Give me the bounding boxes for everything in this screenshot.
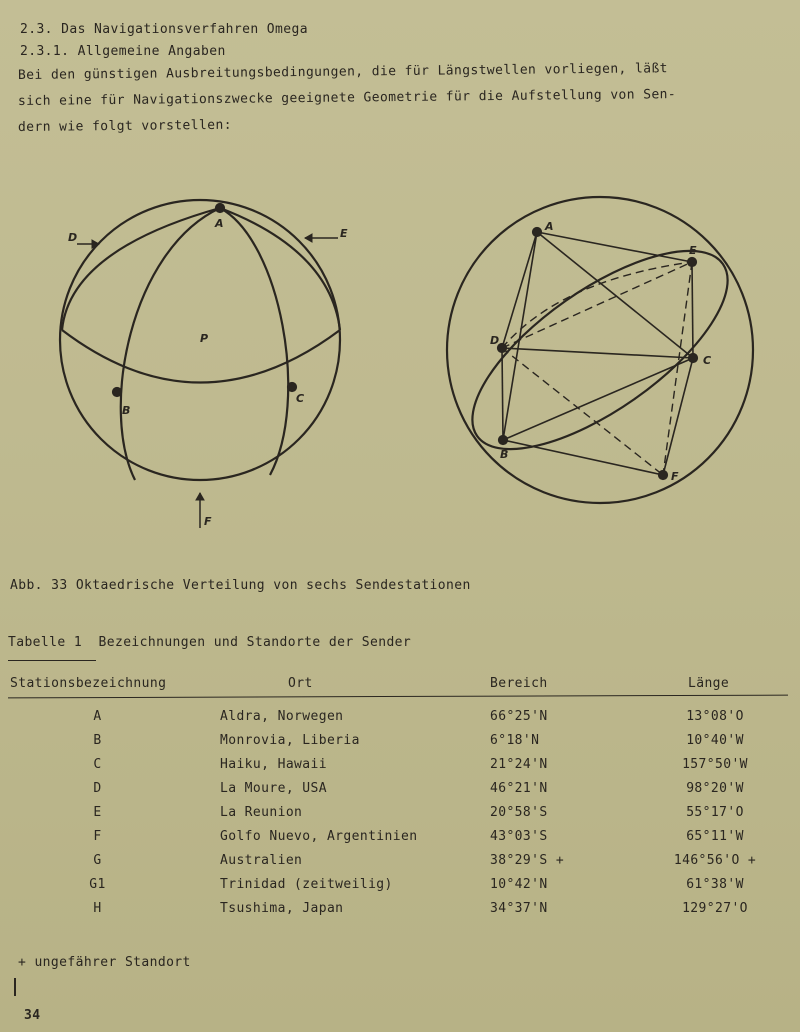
label-E-left: E: [340, 227, 348, 240]
section-heading: 2.3. Das Navigationsverfahren Omega: [20, 22, 308, 37]
bereich-cell: 43°03'S: [490, 828, 548, 844]
ort-cell: Aldra, Norwegen: [220, 708, 344, 724]
bereich-cell: 66°25'N: [490, 708, 548, 724]
label-A-right: A: [545, 220, 554, 233]
label-F-right: F: [671, 470, 679, 483]
header-rule: [8, 695, 788, 699]
label-F-left: F: [204, 515, 212, 528]
laenge-cell: 98°20'W: [686, 780, 744, 796]
table-row: [0, 800, 800, 824]
label-P-left: P: [200, 332, 209, 345]
bereich-cell: 34°37'N: [490, 900, 548, 916]
laenge-cell: 65°11'W: [686, 828, 744, 844]
station-cell: G1: [89, 876, 106, 892]
ort-cell: La Reunion: [220, 804, 303, 820]
station-cell: A: [93, 708, 102, 724]
label-B-right: B: [500, 448, 509, 461]
bereich-cell: 46°21'N: [490, 780, 548, 796]
ort-cell: Australien: [220, 852, 303, 868]
label-C-left: C: [296, 392, 305, 405]
station-cell: H: [93, 900, 102, 916]
laenge-cell: 61°38'W: [686, 876, 744, 892]
ort-cell: Trinidad (zeitweilig): [220, 876, 393, 892]
table-row: [0, 752, 800, 776]
bereich-cell: 6°18'N: [490, 732, 540, 748]
laenge-cell: 13°08'O: [686, 708, 744, 724]
label-D-right: D: [490, 334, 500, 347]
ort-cell: La Moure, USA: [220, 780, 327, 796]
station-cell: E: [93, 804, 102, 820]
right-sphere-diagram: [443, 197, 758, 503]
bereich-cell: 10°42'N: [490, 876, 548, 892]
label-E-right: E: [689, 244, 697, 257]
table-row: [0, 728, 800, 752]
laenge-cell: 55°17'O: [686, 804, 744, 820]
page-number: 34: [24, 1008, 41, 1023]
left-sphere-diagram: [60, 200, 340, 528]
station-cell: F: [93, 828, 102, 844]
laenge-cell: 157°50'W: [682, 756, 748, 772]
laenge-cell: 146°56'O +: [673, 852, 757, 868]
label-B-left: B: [122, 404, 131, 417]
bereich-cell: 20°58'S: [490, 804, 548, 820]
table-row: [0, 848, 800, 872]
subsection-heading: 2.3.1. Allgemeine Angaben: [20, 44, 226, 59]
station-cell: G: [93, 852, 102, 868]
bereich-cell: 38°29'S +: [490, 852, 565, 868]
laenge-cell: 129°27'O: [682, 900, 748, 916]
table-row: [0, 776, 800, 800]
label-C-right: C: [703, 354, 712, 367]
ort-cell: Golfo Nuevo, Argentinien: [220, 828, 418, 844]
paragraph-line-2: sich eine für Navigationszwecke geeignete Geometrie für die Aufstellung von Sen-: [17, 87, 677, 109]
label-A-left: A: [215, 217, 224, 230]
bereich-cell: 21°24'N: [490, 756, 548, 772]
col-header-laenge: Länge: [688, 676, 730, 691]
table-title-label: Tabelle 1: [8, 635, 83, 650]
table-title: [8, 635, 411, 650]
table-row: [0, 872, 800, 896]
paragraph-line-3: dern wie folgt vorstellen:: [17, 117, 232, 135]
ort-cell: Monrovia, Liberia: [220, 732, 360, 748]
footnote: + ungefährer Standort: [18, 955, 191, 970]
ort-cell: Tsushima, Japan: [220, 900, 344, 916]
table-title-text: Bezeichnungen und Standorte der Sender: [98, 635, 412, 650]
stations-table: [0, 704, 800, 920]
table-row: [0, 824, 800, 848]
station-cell: D: [93, 780, 102, 796]
table-row: [0, 704, 800, 728]
col-header-ort: Ort: [288, 676, 313, 691]
table-row: [0, 896, 800, 920]
title-underline: [8, 660, 96, 661]
label-D-left: D: [68, 231, 78, 244]
station-cell: C: [93, 756, 102, 772]
paragraph-line-1: Bei den günstigen Ausbreitungsbedingungen, die für Längstwellen vorliegen, läßt: [17, 61, 668, 83]
ort-cell: Haiku, Hawaii: [220, 756, 327, 772]
laenge-cell: 10°40'W: [686, 732, 744, 748]
octahedral-figure: [0, 170, 800, 540]
figure-caption: Abb. 33 Oktaedrische Verteilung von sechs Sendestationen: [10, 578, 471, 593]
col-header-station: Stationsbezeichnung: [10, 676, 167, 691]
station-cell: B: [93, 732, 102, 748]
col-header-bereich: Bereich: [490, 676, 548, 691]
margin-mark: [14, 978, 16, 996]
